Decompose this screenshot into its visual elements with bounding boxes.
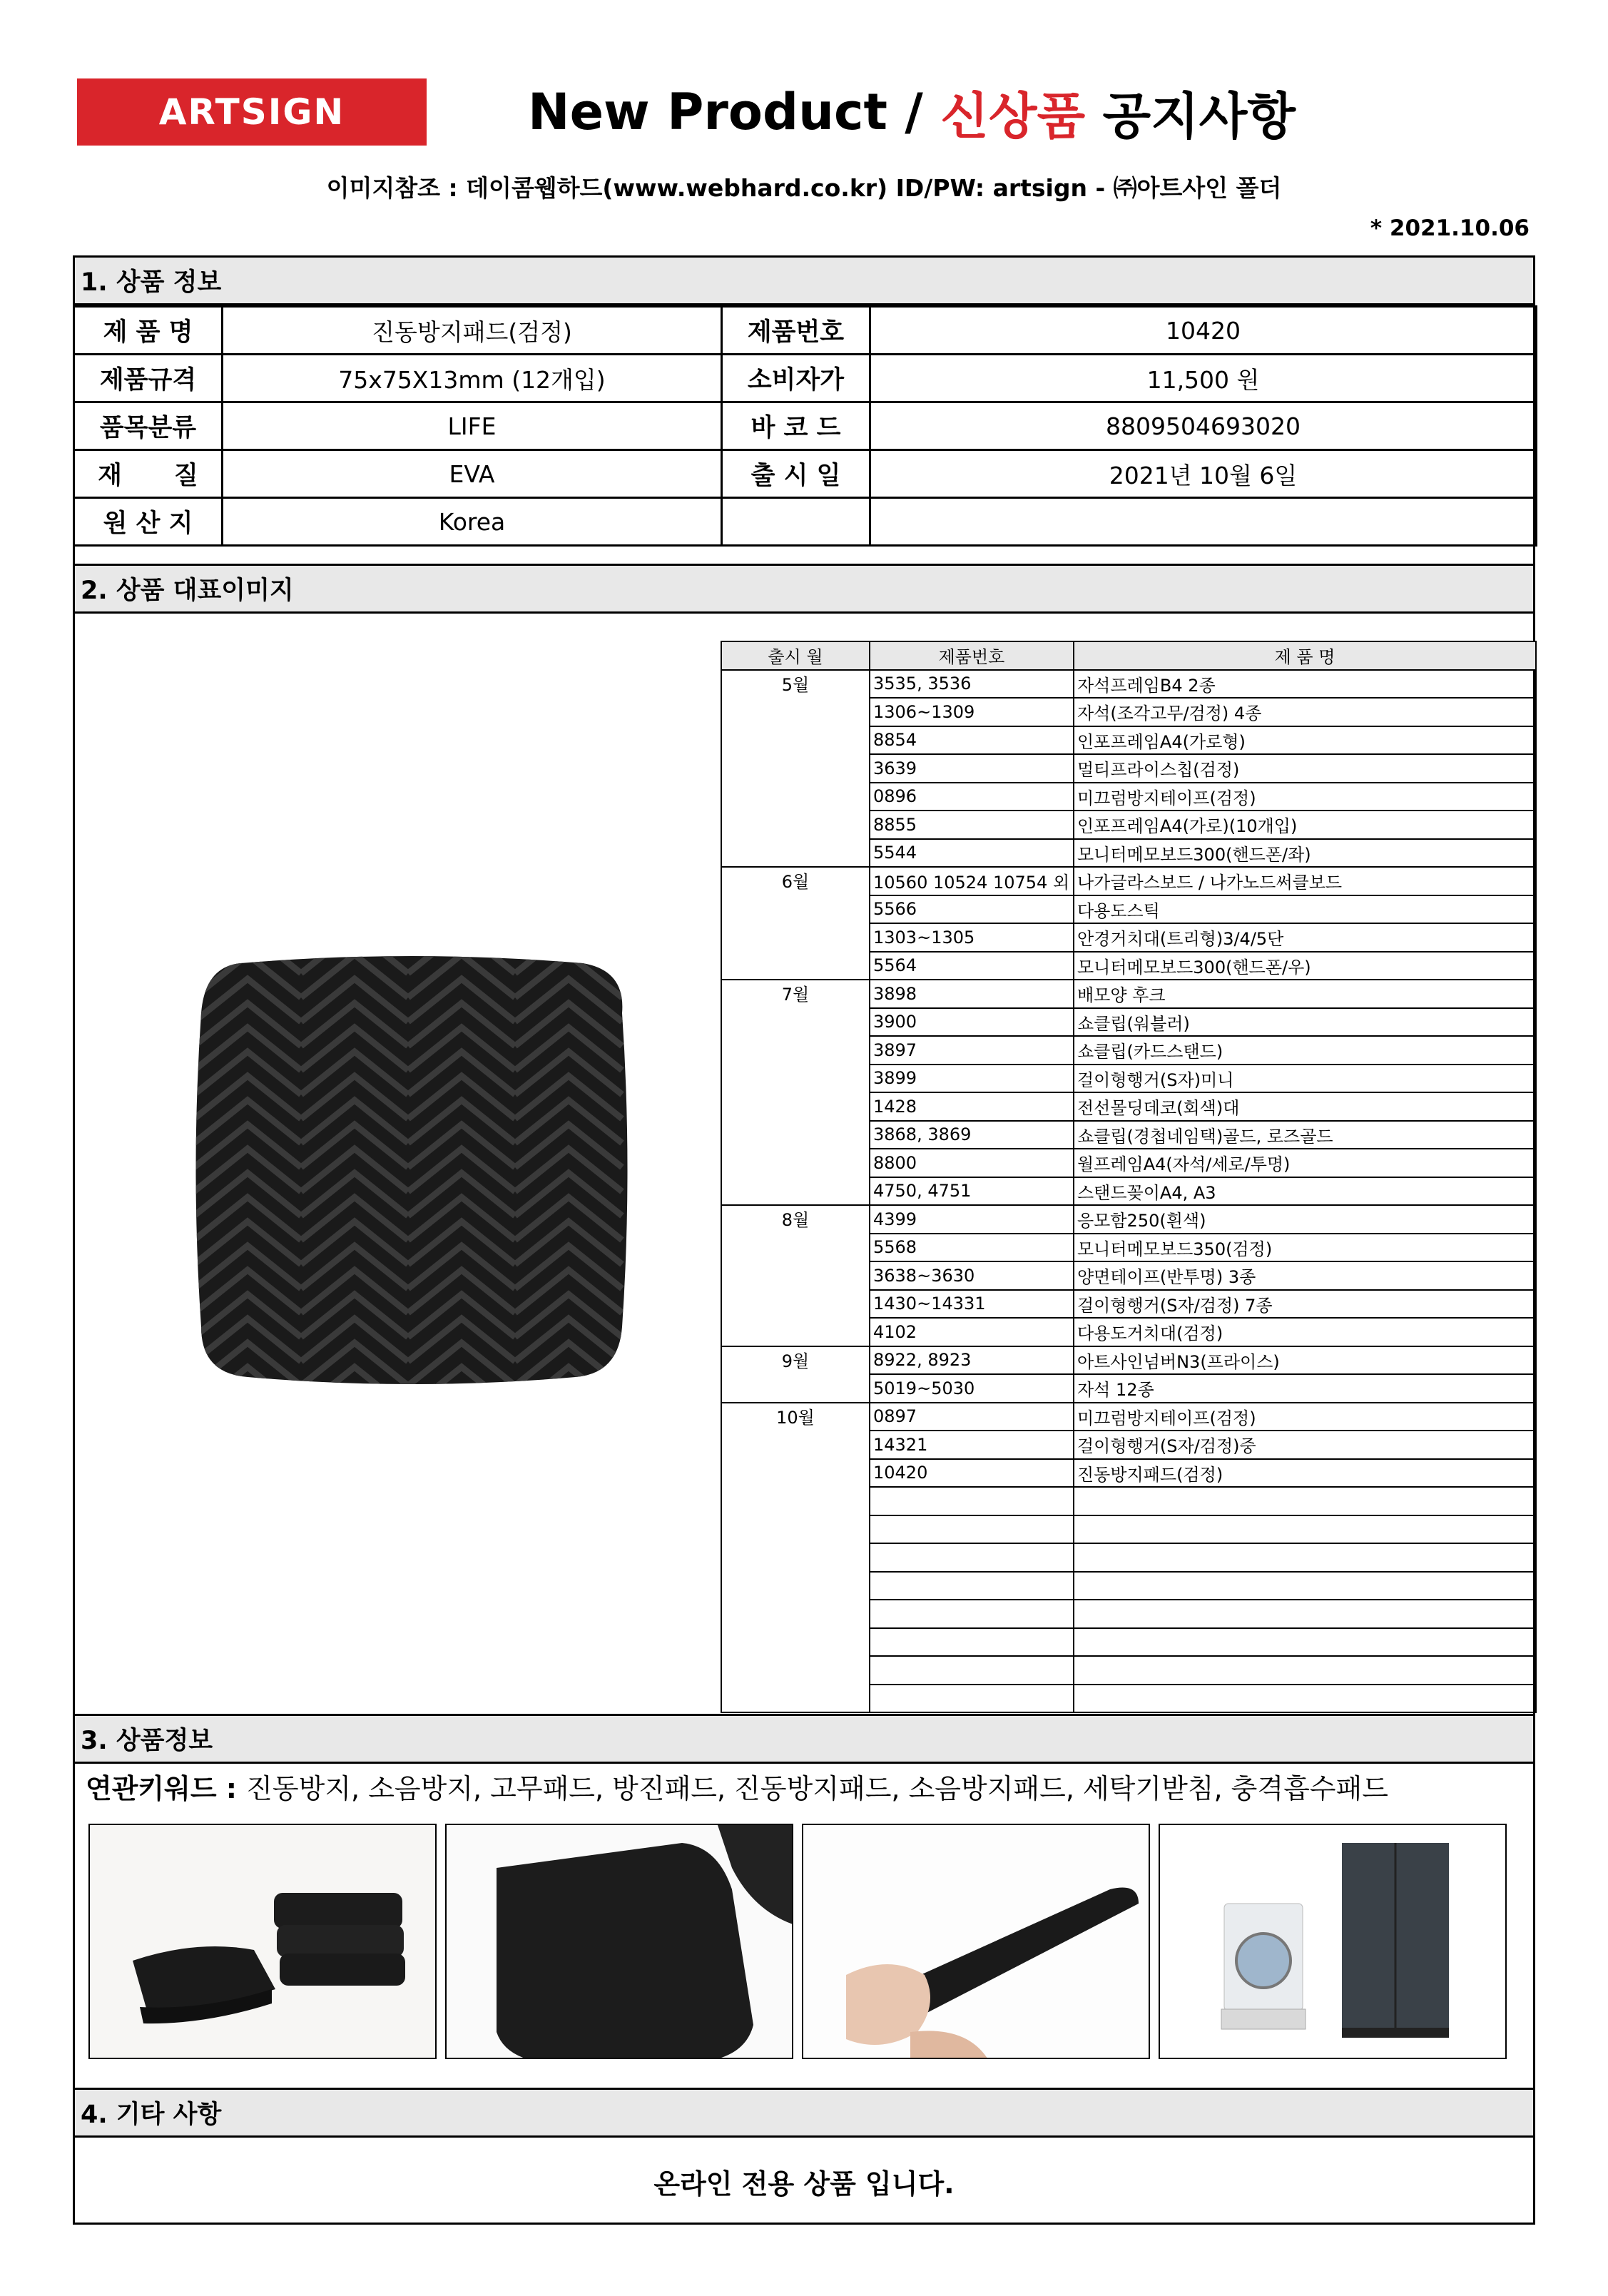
stacked-pads-image xyxy=(90,1825,437,2059)
release-month: 7월 xyxy=(721,980,870,1008)
release-row xyxy=(721,1572,1536,1600)
release-code: 3897 xyxy=(870,1036,1074,1065)
release-product-name: 나가글라스보드 / 나가노드써클보드 xyxy=(1074,867,1536,895)
label-price: 소비자가 xyxy=(722,355,870,402)
release-row xyxy=(721,1543,1536,1572)
release-row xyxy=(721,1628,1536,1657)
release-month xyxy=(721,1290,870,1319)
release-code: 10560 10524 10754 외 xyxy=(870,867,1074,895)
release-product-name: 응모함250(흰색) xyxy=(1074,1205,1536,1234)
release-row xyxy=(721,1205,1536,1234)
release-month xyxy=(721,1374,870,1403)
release-product-name: 미끄럼방지테이프(검정) xyxy=(1074,783,1536,811)
value-material: EVA xyxy=(223,450,722,498)
release-product-name: 진동방지패드(검정) xyxy=(1074,1459,1536,1488)
col-header-code: 제품번호 xyxy=(870,641,1074,670)
release-month xyxy=(721,1008,870,1037)
value-origin: Korea xyxy=(223,498,722,546)
release-month xyxy=(721,1685,870,1713)
release-month xyxy=(721,1431,870,1459)
appliances-image xyxy=(1160,1825,1507,2059)
release-month xyxy=(721,1121,870,1149)
release-row xyxy=(721,811,1536,839)
label-spec: 제품규격 xyxy=(74,355,223,402)
release-month xyxy=(721,1459,870,1488)
release-code: 5019~5030 xyxy=(870,1374,1074,1403)
release-product-name: 인포프레임A4(가로)(10개입) xyxy=(1074,811,1536,839)
release-code xyxy=(870,1685,1074,1713)
release-product-name: 쇼클립(워블러) xyxy=(1074,1008,1536,1037)
release-code xyxy=(870,1628,1074,1657)
section-product-detail-header: 3. 상품정보 xyxy=(73,1714,1535,1764)
release-row xyxy=(721,1121,1536,1149)
release-code: 3899 xyxy=(870,1065,1074,1093)
release-row xyxy=(721,1431,1536,1459)
release-row xyxy=(721,839,1536,868)
release-row xyxy=(721,726,1536,755)
photo-appliances xyxy=(1159,1824,1507,2059)
photo-pad-in-hand xyxy=(802,1824,1150,2059)
release-product-name xyxy=(1074,1572,1536,1600)
release-month xyxy=(721,783,870,811)
release-month: 5월 xyxy=(721,670,870,699)
release-product-name: 아트사인넘버N3(프라이스) xyxy=(1074,1346,1536,1375)
release-month xyxy=(721,754,870,783)
release-row xyxy=(721,952,1536,980)
release-product-name: 쇼클립(카드스탠드) xyxy=(1074,1036,1536,1065)
release-month xyxy=(721,1261,870,1290)
release-row xyxy=(721,1008,1536,1037)
release-month xyxy=(721,1092,870,1121)
title-new-product: 신상품 xyxy=(940,86,1086,146)
release-product-name xyxy=(1074,1515,1536,1544)
release-month xyxy=(721,1543,870,1572)
release-product-name: 걸이형행거(S자/검정) 7종 xyxy=(1074,1290,1536,1319)
col-header-month: 출시 월 xyxy=(721,641,870,670)
release-row xyxy=(721,1036,1536,1065)
release-code: 1428 xyxy=(870,1092,1074,1121)
release-month xyxy=(721,698,870,726)
release-month xyxy=(721,1234,870,1262)
page-title xyxy=(528,73,1296,151)
release-product-name: 월프레임A4(자석/세로/투명) xyxy=(1074,1149,1536,1177)
artsign-logo: ARTSIGN xyxy=(77,78,427,146)
release-code: 4102 xyxy=(870,1318,1074,1346)
release-code: 5564 xyxy=(870,952,1074,980)
release-product-name xyxy=(1074,1487,1536,1515)
release-row xyxy=(721,1290,1536,1319)
release-product-name: 모니터메모보드350(검정) xyxy=(1074,1234,1536,1262)
release-code: 1306~1309 xyxy=(870,698,1074,726)
release-month xyxy=(721,1318,870,1346)
release-code: 5544 xyxy=(870,839,1074,868)
release-product-name: 다용도스틱 xyxy=(1074,895,1536,924)
release-code: 3900 xyxy=(870,1008,1074,1037)
release-row xyxy=(721,1346,1536,1375)
release-code: 14321 xyxy=(870,1431,1074,1459)
release-code: 1303~1305 xyxy=(870,923,1074,952)
release-code: 5566 xyxy=(870,895,1074,924)
value-price: 11,500 원 xyxy=(870,355,1537,402)
release-product-name: 걸이형행거(S자/검정)중 xyxy=(1074,1431,1536,1459)
section-other-header: 4. 기타 사항 xyxy=(73,2088,1535,2138)
release-product-name: 멀티프라이스칩(검정) xyxy=(1074,754,1536,783)
release-row xyxy=(721,1374,1536,1403)
release-code xyxy=(870,1656,1074,1685)
empty-cell xyxy=(870,498,1537,546)
label-product-code: 제품번호 xyxy=(722,307,870,355)
release-history-table xyxy=(721,641,1537,1713)
release-row xyxy=(721,670,1536,699)
release-product-name: 스탠드꽂이A4, A3 xyxy=(1074,1177,1536,1206)
photo-pad-closeup xyxy=(445,1824,793,2059)
section-main-image-header: 2. 상품 대표이미지 xyxy=(73,564,1535,614)
release-row xyxy=(721,1656,1536,1685)
pad-main-image xyxy=(190,949,633,1391)
release-row xyxy=(721,1318,1536,1346)
release-product-name: 모니터메모보드300(핸드폰/좌) xyxy=(1074,839,1536,868)
section-product-info-header: 1. 상품 정보 xyxy=(73,255,1535,305)
release-month xyxy=(721,811,870,839)
release-product-name: 쇼클립(경첩네임택)골드, 로즈골드 xyxy=(1074,1121,1536,1149)
release-row xyxy=(721,783,1536,811)
value-product-code: 10420 xyxy=(870,307,1537,355)
release-code: 4399 xyxy=(870,1205,1074,1234)
keywords-label: 연관키워드 : xyxy=(86,1773,247,1804)
release-code: 1430~14331 xyxy=(870,1290,1074,1319)
release-code: 5568 xyxy=(870,1234,1074,1262)
release-product-name: 인포프레임A4(가로형) xyxy=(1074,726,1536,755)
release-product-name: 걸이형행거(S자)미니 xyxy=(1074,1065,1536,1093)
label-material: 재 질 xyxy=(74,450,223,498)
release-code xyxy=(870,1515,1074,1544)
release-month xyxy=(721,1177,870,1206)
pad-in-hand-image xyxy=(803,1825,1150,2059)
release-code xyxy=(870,1543,1074,1572)
release-code: 0896 xyxy=(870,783,1074,811)
notice-date: * 2021.10.06 xyxy=(1370,215,1530,241)
release-month xyxy=(721,726,870,755)
release-code xyxy=(870,1572,1074,1600)
release-month xyxy=(721,1515,870,1544)
release-product-name: 모니터메모보드300(핸드폰/우) xyxy=(1074,952,1536,980)
release-code: 10420 xyxy=(870,1459,1074,1488)
release-code: 3898 xyxy=(870,980,1074,1008)
release-month: 6월 xyxy=(721,867,870,895)
release-month xyxy=(721,952,870,980)
release-month xyxy=(721,839,870,868)
value-product-name: 진동방지패드(검정) xyxy=(223,307,722,355)
value-category: LIFE xyxy=(223,402,722,450)
release-month xyxy=(721,1487,870,1515)
keywords-text: 진동방지, 소음방지, 고무패드, 방진패드, 진동방지패드, 소음방지패드, 세탁기받침, 충격흡수패드 xyxy=(246,1773,1388,1804)
release-code: 8854 xyxy=(870,726,1074,755)
photo-stacked-pads xyxy=(88,1824,437,2059)
pad-closeup-image xyxy=(447,1825,793,2059)
label-product-name: 제 품 명 xyxy=(74,307,223,355)
release-month xyxy=(721,923,870,952)
release-row xyxy=(721,1092,1536,1121)
release-month xyxy=(721,1572,870,1600)
release-month xyxy=(721,1036,870,1065)
release-code: 3535, 3536 xyxy=(870,670,1074,699)
label-category: 품목분류 xyxy=(74,402,223,450)
release-code: 8922, 8923 xyxy=(870,1346,1074,1375)
release-product-name: 자석프레임B4 2종 xyxy=(1074,670,1536,699)
release-product-name: 자석 12종 xyxy=(1074,1374,1536,1403)
related-keywords xyxy=(86,1767,1388,1806)
release-code: 3638~3630 xyxy=(870,1261,1074,1290)
release-product-name: 미끄럼방지테이프(검정) xyxy=(1074,1403,1536,1431)
release-row xyxy=(721,1459,1536,1488)
release-row xyxy=(721,980,1536,1008)
release-row xyxy=(721,1403,1536,1431)
release-month xyxy=(721,1065,870,1093)
release-row xyxy=(721,754,1536,783)
release-code xyxy=(870,1600,1074,1628)
release-product-name: 안경거치대(트리형)3/4/5단 xyxy=(1074,923,1536,952)
release-product-name xyxy=(1074,1600,1536,1628)
release-row xyxy=(721,1685,1536,1713)
release-row xyxy=(721,1600,1536,1628)
release-product-name xyxy=(1074,1543,1536,1572)
image-reference-note: 이미지참조 : 데이콤웹하드(www.webhard.co.kr) ID/PW: artsign - ㈜아트사인 폴더 xyxy=(326,174,1282,202)
release-code: 8855 xyxy=(870,811,1074,839)
release-month xyxy=(721,1600,870,1628)
release-row xyxy=(721,895,1536,924)
value-release-date: 2021년 10월 6일 xyxy=(870,450,1537,498)
release-row xyxy=(721,1177,1536,1206)
release-month: 9월 xyxy=(721,1346,870,1375)
release-code xyxy=(870,1487,1074,1515)
release-product-name: 다용도거치대(검정) xyxy=(1074,1318,1536,1346)
release-product-name xyxy=(1074,1628,1536,1657)
release-product-name xyxy=(1074,1656,1536,1685)
release-product-name xyxy=(1074,1685,1536,1713)
release-row xyxy=(721,698,1536,726)
product-info-table xyxy=(73,305,1537,547)
label-release-date: 출 시 일 xyxy=(722,450,870,498)
release-month xyxy=(721,1656,870,1685)
release-product-name: 자석(조각고무/검정) 4종 xyxy=(1074,698,1536,726)
release-code: 3639 xyxy=(870,754,1074,783)
release-month: 10월 xyxy=(721,1403,870,1431)
release-code: 4750, 4751 xyxy=(870,1177,1074,1206)
online-only-note: 온라인 전용 상품 입니다. xyxy=(653,2168,955,2200)
release-row xyxy=(721,1065,1536,1093)
release-product-name: 양면테이프(반투명) 3종 xyxy=(1074,1261,1536,1290)
release-month xyxy=(721,895,870,924)
release-month xyxy=(721,1628,870,1657)
release-product-name: 전선몰딩데코(회색)대 xyxy=(1074,1092,1536,1121)
value-spec: 75x75X13mm (12개입) xyxy=(223,355,722,402)
release-row xyxy=(721,867,1536,895)
release-code: 3868, 3869 xyxy=(870,1121,1074,1149)
release-month xyxy=(721,1149,870,1177)
label-origin: 원 산 지 xyxy=(74,498,223,546)
col-header-name: 제 품 명 xyxy=(1074,641,1536,670)
release-row xyxy=(721,923,1536,952)
release-row xyxy=(721,1515,1536,1544)
value-barcode: 8809504693020 xyxy=(870,402,1537,450)
empty-cell xyxy=(722,498,870,546)
title-suffix: 공지사항 xyxy=(1085,86,1296,146)
label-barcode: 바 코 드 xyxy=(722,402,870,450)
release-product-name: 배모양 후크 xyxy=(1074,980,1536,1008)
release-row xyxy=(721,1487,1536,1515)
release-row xyxy=(721,1234,1536,1262)
release-month: 8월 xyxy=(721,1205,870,1234)
release-code: 8800 xyxy=(870,1149,1074,1177)
release-row xyxy=(721,1149,1536,1177)
title-prefix: New Product / xyxy=(528,83,941,141)
release-code: 0897 xyxy=(870,1403,1074,1431)
release-row xyxy=(721,1261,1536,1290)
